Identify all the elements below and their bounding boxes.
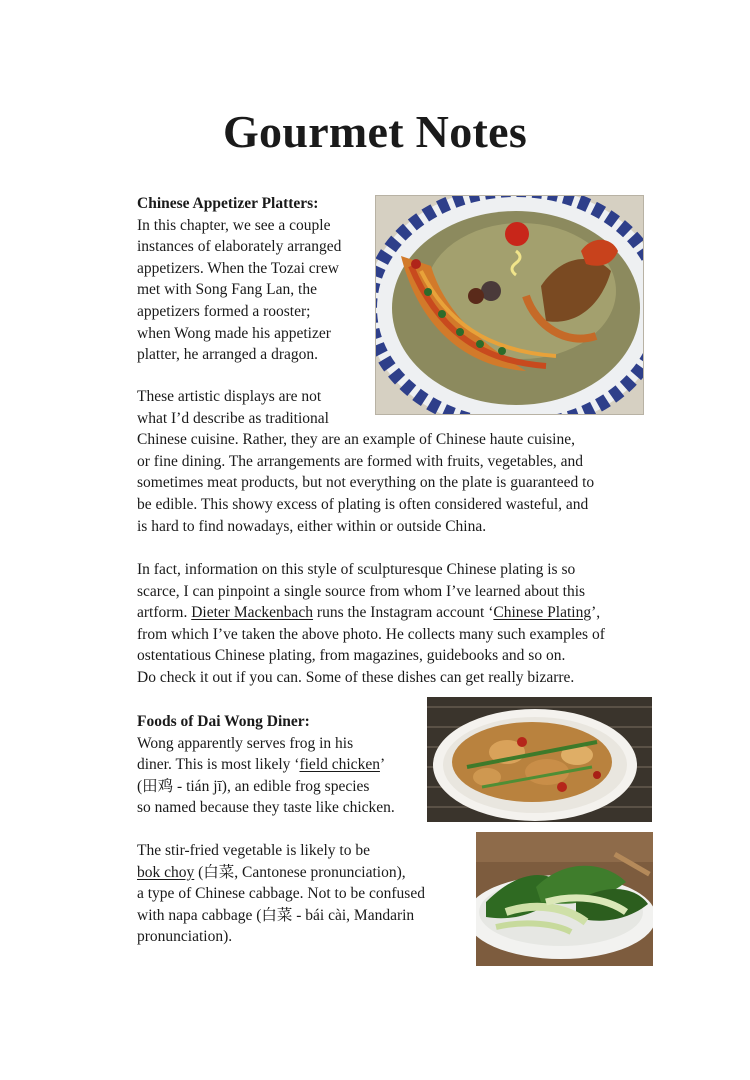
para-appetizer-line: appetizers formed a rooster;: [137, 302, 311, 320]
para-bokchoy-line: The stir-fried vegetable is likely to be: [137, 842, 370, 859]
text-span: diner. This is most likely ‘: [137, 756, 300, 774]
section-plating-source: [137, 559, 605, 689]
para-bokchoy-line: pronunciation).: [137, 928, 233, 946]
para-displays-line: what I’d describe as traditional: [137, 409, 329, 427]
text-span: ’: [379, 756, 386, 774]
para-bokchoy-line: a type of Chinese cabbage. Not to be confused: [137, 885, 425, 903]
para-frog-line: (田鸡 - tián jī), an edible frog species: [137, 777, 370, 795]
rooster-platter-photo: [375, 195, 644, 415]
text-span: (白菜, Cantonese pronunciation),: [194, 863, 406, 881]
para-displays-line: is hard to find nowadays, either within or outside China.: [137, 517, 487, 535]
para-appetizer-line: met with Song Fang Lan, the: [137, 281, 317, 299]
para-appetizer-line: instances of elaborately arranged: [137, 238, 342, 256]
para-source-line: from which I’ve taken the above photo. He collects many such examples of: [137, 625, 605, 643]
para-appetizer-line: platter, he arranged a dragon.: [137, 346, 318, 364]
para-bokchoy-line: [137, 862, 425, 884]
para-source-line: scarce, I can pinpoint a single source from whom I’ve learned about this: [137, 582, 586, 600]
para-displays-line: be edible. This showy excess of plating is often considered wasteful, and: [137, 495, 589, 513]
bok-choy-photo: [476, 832, 653, 966]
text-span: runs the Instagram account ‘: [313, 604, 494, 622]
para-frog-line: [137, 754, 395, 776]
para-source-line: Do check it out if you can. Some of these dishes can get really bizarre.: [137, 668, 575, 686]
bok-choy-link[interactable]: bok choy: [137, 863, 195, 881]
page-title: Gourmet Notes: [222, 106, 528, 157]
section-heading-dai-wong: Foods of Dai Wong Diner:: [137, 713, 310, 730]
para-bokchoy-line: with napa cabbage (白菜 - bái cài, Mandarin: [137, 906, 415, 924]
para-frog-line: Wong apparently serves frog in his: [137, 734, 354, 752]
para-displays-line: sometimes meat products, but not everything on the plate is guaranteed to: [137, 474, 595, 492]
para-appetizer-line: when Wong made his appetizer: [137, 324, 331, 342]
para-appetizer-line: In this chapter, we see a couple: [137, 216, 331, 234]
chinese-plating-link[interactable]: Chinese Plating: [493, 604, 592, 622]
para-frog-line: so named because they taste like chicken.: [137, 799, 395, 817]
para-displays-line: Chinese cuisine. Rather, they are an example of Chinese haute cuisine,: [137, 431, 575, 449]
para-displays-line: These artistic displays are not: [137, 388, 322, 405]
text-span: artform.: [137, 604, 192, 622]
para-displays-line: or fine dining. The arrangements are formed with fruits, vegetables, and: [137, 452, 584, 470]
section-bok-choy: [137, 840, 425, 948]
section-dai-wong-diner: [137, 711, 395, 819]
section-artistic-displays: [137, 386, 594, 537]
section-heading-appetizer: Chinese Appetizer Platters:: [137, 195, 319, 212]
dieter-mackenbach-link[interactable]: Dieter Mackenbach: [191, 604, 314, 622]
para-appetizer-line: appetizers. When the Tozai crew: [137, 259, 339, 277]
para-source-line: ostentatious Chinese plating, from magazines, guidebooks and so on.: [137, 647, 566, 665]
section-appetizer-platters: [137, 193, 341, 366]
field-chicken-link[interactable]: field chicken: [299, 756, 380, 774]
para-source-line: [137, 602, 605, 624]
stir-fried-frog-photo: [427, 697, 652, 822]
text-span: ’,: [591, 604, 601, 622]
para-source-line: In fact, information on this style of sculpturesque Chinese plating is so: [137, 561, 576, 578]
